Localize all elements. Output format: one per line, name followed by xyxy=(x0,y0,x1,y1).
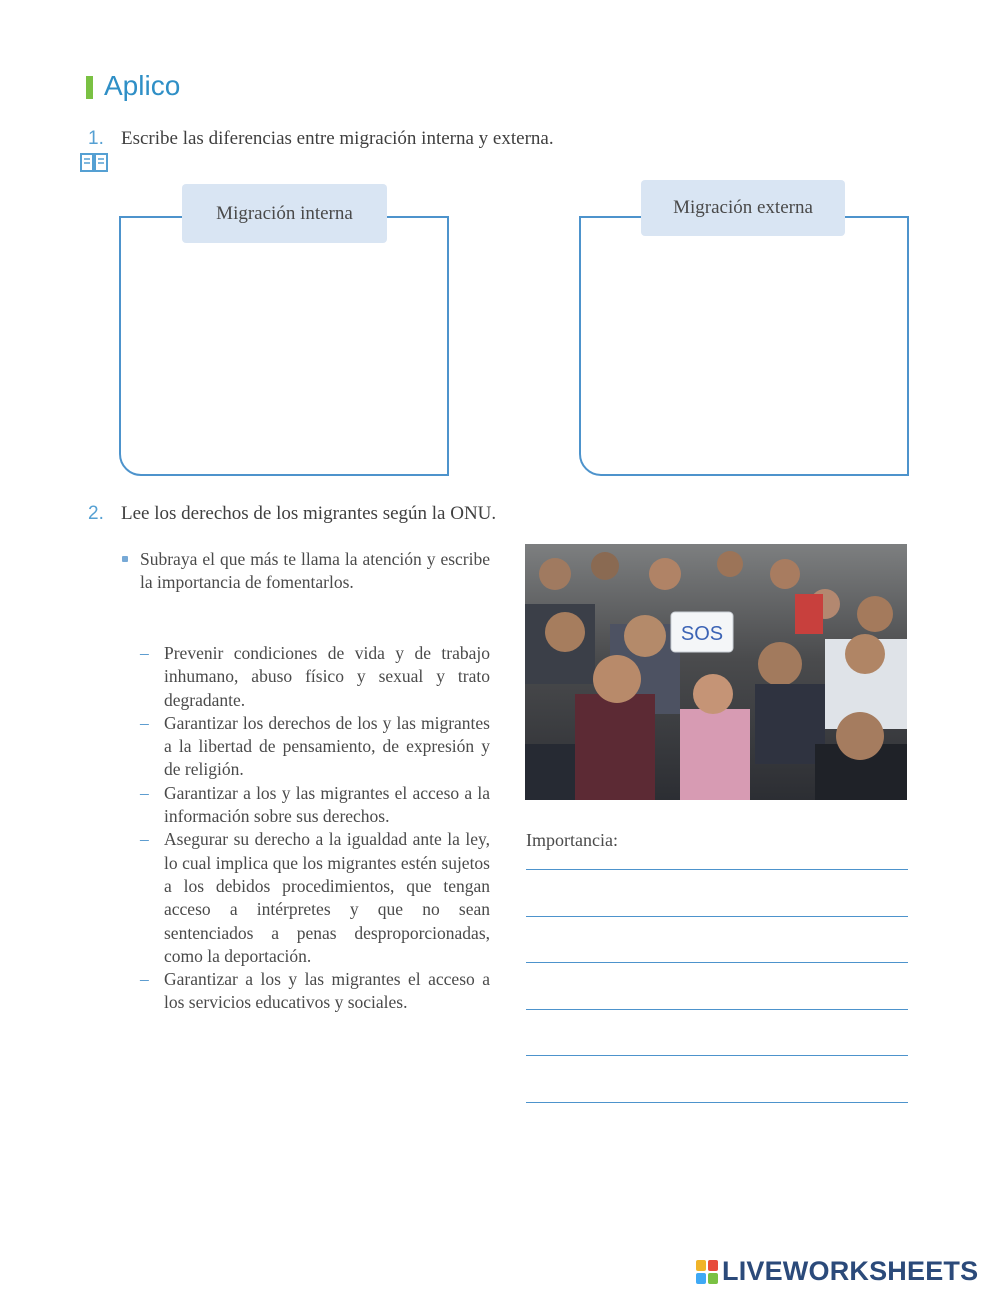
tab-label-internal: Migración interna xyxy=(182,184,387,243)
answer-line-6[interactable] xyxy=(526,1102,908,1103)
question-1-number: 1. xyxy=(88,128,104,149)
answer-box-external[interactable] xyxy=(579,216,909,476)
question-2-text: Lee los derechos de los migrantes según la ONU. xyxy=(121,503,497,524)
dash-marker: – xyxy=(140,643,149,663)
dash-marker: – xyxy=(140,829,149,850)
list-item-text: Asegurar su derecho a la igualdad ante la ley, lo cual implica que los migrantes estén sujetos a los debidos procedimientos, que tengan acceso a intérpretes y que no sean sentenciados a penas desproporcionadas, como la deportación. xyxy=(164,829,490,966)
section-accent-bar xyxy=(86,76,93,99)
bullet-icon xyxy=(122,556,128,562)
answer-box-internal[interactable] xyxy=(119,216,449,476)
section-title: Aplico xyxy=(104,70,181,101)
list-item-text: Garantizar a los y las migrantes el acceso a la información sobre sus derechos. xyxy=(164,782,490,827)
list-item[interactable] xyxy=(140,712,490,782)
list-item[interactable] xyxy=(140,782,490,829)
answer-line-3[interactable] xyxy=(526,962,908,963)
answer-line-2[interactable] xyxy=(526,916,908,917)
answer-line-1[interactable] xyxy=(526,869,908,870)
dash-marker: – xyxy=(140,782,149,803)
question-1-text: Escribe las diferencias entre migración interna y externa. xyxy=(121,128,554,149)
importance-label: Importancia: xyxy=(526,830,618,850)
dash-marker: – xyxy=(140,969,149,990)
list-item-text: Prevenir condiciones de vida y de trabajo inhumano, abuso físico y sexual y trato degradante. xyxy=(164,643,490,710)
migrants-photo xyxy=(525,544,907,800)
list-item-text: Garantizar a los y las migrantes el acceso a los servicios educativos y sociales. xyxy=(164,969,490,1013)
dash-marker: – xyxy=(140,712,149,733)
list-item[interactable] xyxy=(140,642,490,712)
list-item[interactable] xyxy=(140,968,490,1015)
logo-text: LIVEWORKSHEETS xyxy=(722,1256,979,1286)
instruction-text: Subraya el que más te llama la atención y escribe la importancia de fomentarlos. xyxy=(140,549,490,592)
answer-line-5[interactable] xyxy=(526,1055,908,1056)
sign-text: SOS xyxy=(680,623,724,645)
tab-label-external: Migración externa xyxy=(641,180,845,236)
list-item-text: Garantizar los derechos de los y las migrantes a la libertad de pensamiento, de expresión y de religión. xyxy=(164,712,490,780)
rights-list xyxy=(140,642,490,1015)
instruction-bullet xyxy=(122,548,490,593)
list-item[interactable] xyxy=(140,828,490,968)
book-icon xyxy=(80,152,108,174)
liveworksheets-logo[interactable] xyxy=(696,1256,978,1287)
question-2-number: 2. xyxy=(88,503,104,524)
liveworksheets-logo-icon xyxy=(696,1260,718,1284)
answer-line-4[interactable] xyxy=(526,1009,908,1010)
